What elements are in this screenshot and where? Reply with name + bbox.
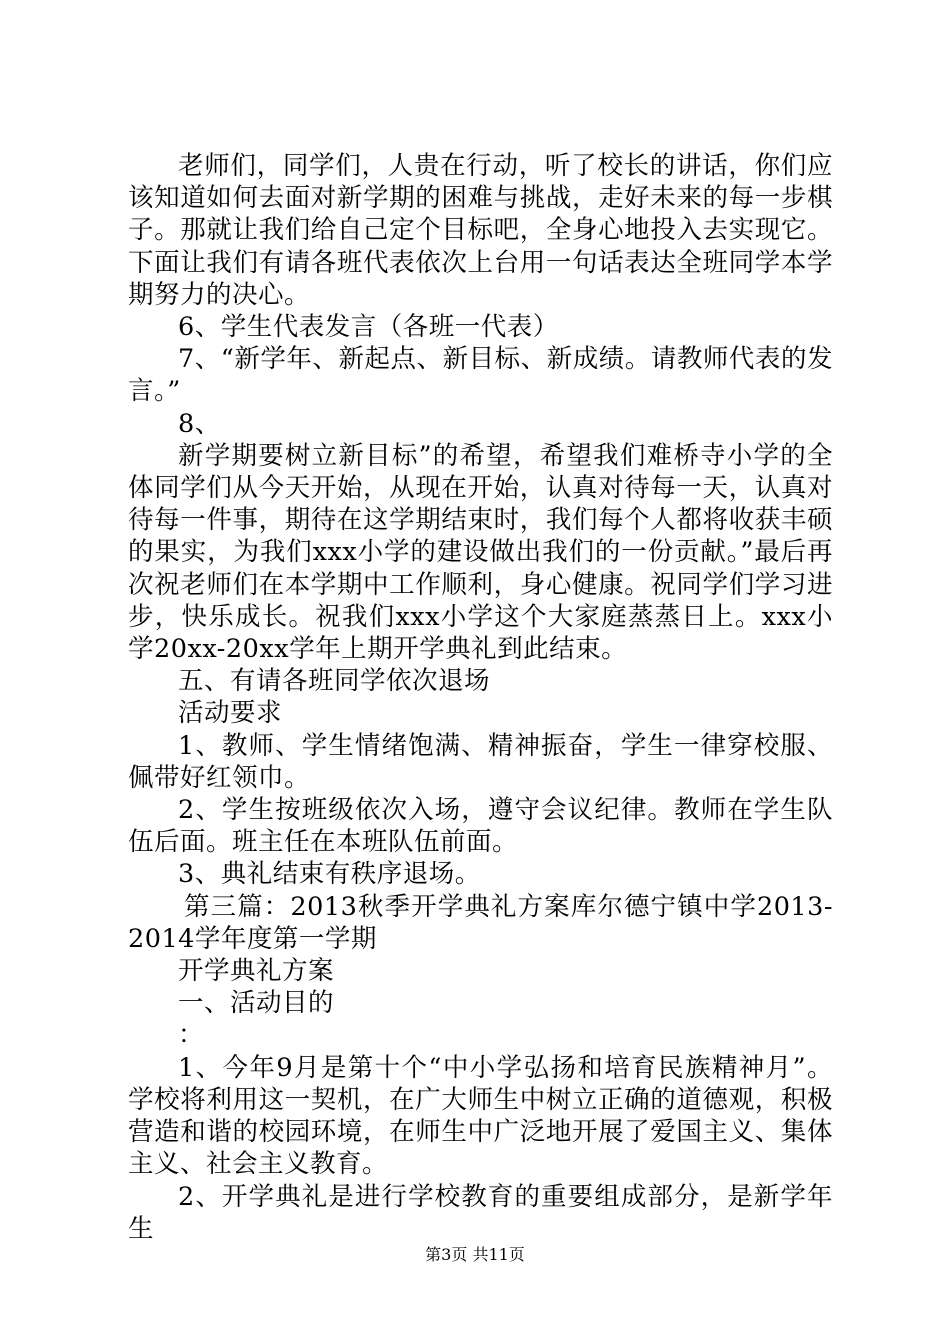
paragraph: 老师们，同学们，人贵在行动，听了校长的讲话，你们应该知道如何去面对新学期的困难与挑战，走好未来的每一步棋子。那就让我们给自己定个目标吧，全身心地投入去实现它。下面让我们有请各班代表依次上台用一句话表达全班同学本学期努力的决心。 [128, 151, 833, 310]
paragraph: 3、典礼结束有秩序退场。 [178, 859, 481, 890]
section-heading: 第三篇：2013秋季开学典礼方案库尔德宁镇中学2013-2014学年度第一学期 [128, 891, 833, 954]
paragraph: 2、学生按班级依次入场，遵守会议纪律。教师在学生队伍后面。班主任在本班队伍前面。 [128, 795, 833, 858]
paragraph: 1、今年9月是第十个“中小学弘扬和培育民族精神月”。学校将利用这一契机，在广大师生中树立正确的道德观，积极营造和谐的校园环境，在师生中广泛地开展了爱国主义、集体主义、社会主义教育。 [128, 1052, 833, 1180]
paragraph: 2、开学典礼是进行学校教育的重要组成部分，是新学年生 [128, 1181, 833, 1244]
paragraph: 1、教师、学生情绪饱满、精神振奋，学生一律穿校服、佩带好红领巾。 [128, 730, 833, 793]
paragraph: 7、“新学年、新起点、新目标、新成绩。请教师代表的发言。” [128, 344, 833, 407]
paragraph: 活动要求 [178, 698, 283, 729]
document-body [128, 150, 833, 1245]
paragraph: ： [178, 1020, 205, 1051]
page-footer: 第3页 共11页 [425, 1245, 525, 1264]
paragraph: 一、活动目的 [178, 988, 335, 1019]
paragraph: 五、有请各班同学依次退场 [178, 666, 491, 697]
paragraph: 6、学生代表发言（各班一代表） [178, 312, 559, 343]
paragraph: 8、 [178, 408, 221, 439]
paragraph: 开学典礼方案 [178, 956, 335, 987]
paragraph: 新学期要树立新目标”的希望，希望我们难桥寺小学的全体同学们从今天开始，从现在开始，认真对待每一天，认真对待每一件事，期待在这学期结束时，我们每个人都将收获丰硕的果实，为我们xxx小学的建设做出我们的一份贡献。”最后再次祝老师们在本学期中工作顺利，身心健康。祝同学们学习进步，快乐成长。祝我们xxx小学这个大家庭蒸蒸日上。xxx小学20xx-20xx学年上期开学典礼到此结束。 [128, 440, 833, 665]
